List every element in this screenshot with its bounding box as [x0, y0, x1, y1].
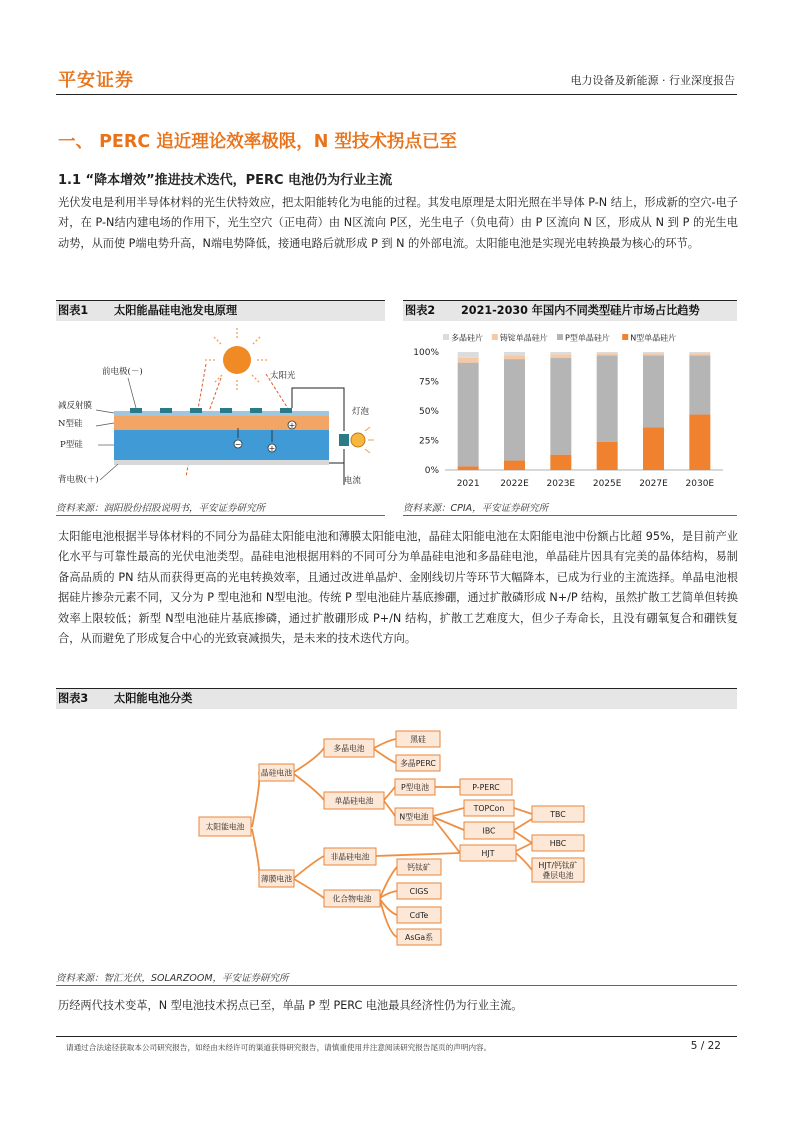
node-label-tbc: TBC — [550, 810, 566, 819]
label-front-electrode: 前电极(－) — [102, 367, 143, 377]
disclaimer: 请通过合法途径获取本公司研究报告，如经由未经许可的渠道获得研究报告，请慎重使用并注意阅读研究报告尾页的声明内容。 — [66, 1043, 492, 1052]
svg-text:+: + — [268, 444, 276, 453]
legend-swatch-2 — [557, 334, 563, 340]
svg-text:−: − — [234, 440, 242, 449]
solar-cell-diagram — [56, 322, 385, 498]
node-label-compound: 化合物电池 — [332, 894, 372, 904]
bar-2027E-1 — [643, 356, 664, 428]
bar-2022E-1 — [504, 359, 525, 460]
bar-2023E-0 — [550, 455, 571, 470]
node-label-amorph: 非晶硅电池 — [330, 852, 370, 862]
bar-2025E-0 — [597, 442, 618, 470]
label-back-electrode: 背电极(＋) — [58, 475, 99, 485]
label-sunlight: 太阳光 — [270, 371, 296, 381]
x-tick-label-5: 2030E — [685, 479, 715, 489]
classification-tree — [56, 712, 737, 968]
figure3-number: 图表3 — [58, 692, 89, 705]
paragraph-2: 太阳能电池根据半导体材料的不同分为晶硅太阳能电池和薄膜太阳能电池，晶硅太阳能电池在太阳能电池中份额占比超 95%，是目前产业化水平与可靠性最高的光伏电池类型。晶硅电池根据用料的不同可分为单晶硅电池和多晶硅电池，单晶硅片因具有完美的晶体结构，易制备高品质的 PN 结从而获得更高的光电转换效率，且通过改进单晶炉、金刚线切片等环节大幅降本，已成为行业的主流选择。单晶电池根据硅片掺杂元素不同，又分为 P 型电池和 N型电池。传统 P 型电池硅片基底掺硼，通过扩散磷形成 N+/P 结构，虽然扩散工艺简单但转换效率上限较低；新型 N型电池硅片基底掺磷，通过扩散硼形成 P+/N 结构，扩散工艺难度大，但少子寿命长，且没有硼氧复合和硼铁复合，从而避免了形成复合中心的光致衰减损失，是未来的技术迭代方向。 — [58, 530, 738, 646]
node-label-pperc: P-PERC — [472, 783, 500, 792]
subsection-title: 1.1 “降本增效”推进技术迭代，PERC 电池仍为行业主流 — [58, 173, 393, 188]
x-tick-label-0: 2021 — [456, 479, 480, 489]
bar-2022E-3 — [504, 352, 525, 356]
bar-2025E-3 — [597, 352, 618, 353]
paragraph-1: 光伏发电是利用半导体材料的光生伏特效应，把太阳能转化为电能的过程。其发电原理是太阳光照在半导体 P-N 结上，形成新的空穴-电子对，在 P-N结内建电场的作用下，光生空穴（正电荷）由 N区流向 P区，光生电子（负电荷）由 P 区流向 N 区，形成从 N 到 P 的光生电动势，从而使 P端电势升高，N端电势降低，接通电路后就形成 P 到 N 的外部电流。太阳能电池是实现光电转换最为核心的环节。 — [58, 196, 738, 250]
bar-2027E-0 — [643, 428, 664, 470]
node-label-mono: 单晶硅电池 — [334, 796, 374, 806]
node-label-topcon: TOPCon — [473, 804, 505, 813]
legend-label-2: P型单晶硅片 — [565, 333, 610, 343]
bar-2025E-1 — [597, 356, 618, 442]
node-label-hjtperov: HJT/钙钛矿 — [538, 861, 578, 870]
x-tick-label-3: 2025E — [592, 479, 622, 489]
legend-swatch-3 — [622, 334, 628, 340]
bar-2030E-1 — [689, 356, 710, 415]
y-tick-label-0: 0% — [424, 466, 439, 476]
label-antireflection: 减反射膜 — [58, 401, 93, 411]
y-tick-label-2: 50% — [418, 407, 439, 417]
figure1-header — [56, 300, 385, 321]
figure2-header — [403, 300, 737, 321]
label-bulb: 灯泡 — [352, 407, 370, 417]
report-type: 电力设备及新能源 · 行业深度报告 — [570, 74, 735, 87]
bar-2023E-2 — [550, 354, 571, 358]
node-label-hjt: HJT — [481, 849, 495, 858]
node-label-film: 薄膜电池 — [260, 874, 293, 884]
bar-2023E-1 — [550, 358, 571, 455]
x-tick-label-4: 2027E — [639, 479, 668, 489]
y-tick-label-4: 100% — [413, 348, 439, 358]
x-tick-label-1: 2022E — [500, 479, 529, 489]
bar-2022E-2 — [504, 356, 525, 360]
node-label-ibc: IBC — [482, 826, 496, 836]
figure1-source: 资料来源：润阳股份招股说明书，平安证券研究所 — [56, 500, 385, 516]
label-p-type: P型硅 — [60, 440, 83, 450]
node-label-root: 太阳能电池 — [205, 822, 245, 832]
bar-2023E-3 — [550, 352, 571, 354]
bar-2025E-2 — [597, 353, 618, 355]
figure2-source: 资料来源：CPIA，平安证券研究所 — [403, 500, 737, 516]
node-label-cdte: CdTe — [409, 911, 429, 920]
y-tick-label-3: 75% — [418, 377, 439, 388]
bar-2021-2 — [458, 358, 479, 363]
n-type-layer — [114, 416, 329, 430]
figure2-title: 2021-2030 年国内不同类型硅片市场占比趋势 — [461, 304, 700, 317]
x-tick-label-2: 2023E — [546, 479, 576, 489]
bar-2030E-2 — [689, 353, 710, 355]
paragraph-3: 历经两代技术变革，N 型电池技术拐点已至，单晶 P 型 PERC 电池最具经济性仍为行业主流。 — [58, 999, 523, 1012]
node-label-poly: 多晶电池 — [333, 744, 365, 753]
legend-label-0: 多晶硅片 — [451, 333, 483, 343]
bar-2030E-0 — [689, 415, 710, 470]
node-label-hjtperov-2: 叠层电池 — [542, 871, 574, 880]
figure3-source: 资料来源：智汇光伏，SOLARZOOM，平安证券研究所 — [56, 970, 737, 986]
node-label-cigs: CIGS — [409, 887, 429, 896]
node-label-black: 黑硅 — [410, 735, 426, 744]
bar-2027E-3 — [643, 352, 664, 353]
bar-2027E-2 — [643, 353, 664, 355]
node-label-perov: 钙钛矿 — [407, 863, 431, 872]
label-current: 电流 — [344, 476, 362, 486]
p-type-layer — [114, 430, 329, 460]
node-label-polyperc: 多晶PERC — [400, 759, 436, 768]
page-number: 5 / 22 — [690, 1040, 721, 1052]
figure2-number: 图表2 — [405, 304, 436, 317]
back-electrode-layer — [114, 460, 329, 465]
legend-swatch-1 — [492, 334, 498, 340]
bar-2030E-3 — [689, 352, 710, 353]
bar-2021-0 — [458, 466, 479, 470]
footer-divider — [56, 1036, 737, 1037]
node-label-ntype: N型电池 — [399, 812, 429, 822]
figure3-title: 太阳能电池分类 — [114, 692, 193, 705]
label-n-type: N型硅 — [58, 419, 83, 429]
bar-2022E-0 — [504, 461, 525, 470]
bar-2021-1 — [458, 363, 479, 467]
figure3-header — [56, 688, 737, 709]
sun-icon — [205, 328, 269, 392]
y-tick-label-1: 25% — [418, 436, 439, 447]
silicon-share-chart — [403, 322, 737, 498]
legend-swatch-0 — [443, 334, 449, 340]
figure1-title: 太阳能晶硅电池发电原理 — [114, 304, 238, 317]
node-label-hbc: HBC — [549, 839, 567, 848]
legend-label-3: N型单晶硅片 — [630, 333, 677, 343]
bar-2021-3 — [458, 352, 479, 358]
node-label-asga: AsGa系 — [404, 933, 434, 942]
node-label-crystal: 晶硅电池 — [260, 768, 293, 778]
svg-text:+: + — [288, 421, 296, 430]
legend-label-1: 铸锭单晶硅片 — [499, 333, 548, 343]
figure1-number: 图表1 — [58, 304, 89, 317]
header-divider — [56, 94, 737, 95]
node-label-ptype: P型电池 — [400, 783, 430, 792]
section-title: 一、 PERC 追近理论效率极限，N 型技术拐点已至 — [58, 132, 458, 152]
brand-logo-text: 平安证券 — [58, 70, 134, 91]
